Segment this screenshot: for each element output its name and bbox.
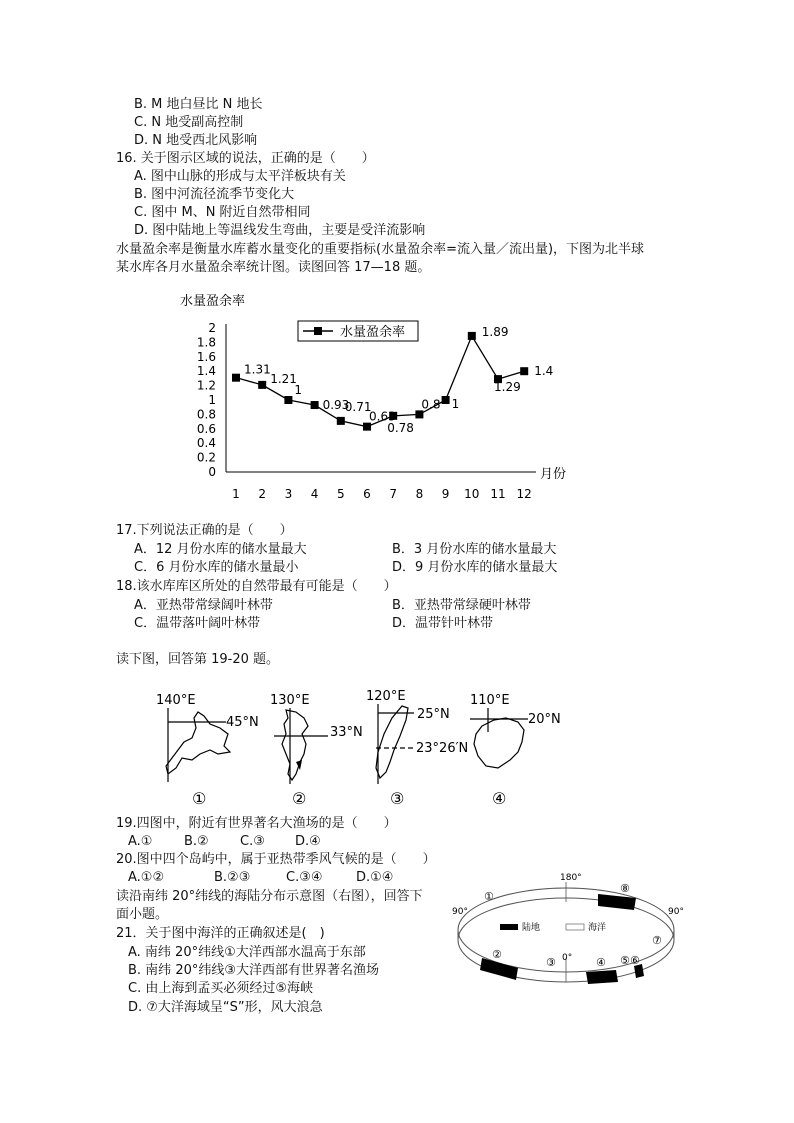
q21-option-c: C. 由上海到孟买必须经过⑤海峡: [128, 981, 313, 996]
ring-num-6-lower: ⑥: [630, 954, 640, 967]
chart-ylabel: 水量盈余率: [180, 294, 246, 309]
island-1-map: [156, 693, 259, 808]
x-tick-label: 11: [490, 487, 506, 501]
island-3-lat: 25°N: [417, 707, 450, 722]
q17-option-a: A．12 月份水库的储水量最大: [134, 542, 307, 557]
land-block-near-center: [586, 970, 618, 984]
q19-option-a: A.①: [128, 834, 153, 849]
q21-option-d: D. ⑦大洋海域呈“S”形，风大浪急: [128, 1000, 323, 1015]
island-2-outline: [282, 710, 308, 780]
water-surplus-chart: [170, 288, 590, 503]
data-label: 1: [294, 383, 303, 397]
land-block-near-left: [480, 958, 518, 980]
q21-option-b: B. 南纬 20°纬线③大洋西部有世界著名渔场: [128, 963, 380, 978]
island-4-lon: 110°E: [470, 693, 510, 708]
chart-y-ticks: [197, 321, 216, 479]
island-2-map: [270, 693, 363, 808]
q16-stem: 16. 关于图示区域的说法，正确的是（ ）: [116, 151, 375, 166]
data-label: 0.93: [322, 398, 350, 413]
legend-land-swatch: [500, 924, 518, 930]
q17-stem: 17.下列说法正确的是（ ）: [116, 523, 293, 538]
q18-option-a: A．亚热带常绿阔叶林带: [134, 598, 273, 613]
x-tick-label: 3: [284, 487, 293, 501]
y-tick-label: 1.8: [196, 335, 216, 350]
intro-21-line1: 读沿南纬 20°纬线的海陆分布示意图（右图），回答下: [116, 889, 423, 904]
q16-option-b: B. 图中河流径流季节变化大: [134, 187, 295, 202]
island-4-map: [470, 693, 561, 808]
x-tick-label: 12: [516, 487, 532, 501]
q15-option-b: B. M 地白昼比 N 地长: [134, 97, 263, 112]
q20-option-c: C.③④: [286, 870, 323, 885]
q18-option-d: D．温带针叶林带: [392, 616, 494, 631]
data-label: 1.89: [481, 324, 509, 339]
island-maps: [140, 688, 580, 810]
data-point: [311, 401, 319, 409]
q17-option-b: B．3 月份水库的储水量最大: [392, 542, 557, 557]
data-point: [442, 396, 450, 404]
island-3-lon: 120°E: [366, 689, 406, 704]
q16-option-a: A. 图中山脉的形成与太平洋板块有关: [134, 169, 346, 184]
data-point: [258, 381, 266, 389]
lon-top: 180°: [560, 873, 582, 883]
island-3-num: ③: [390, 789, 405, 808]
y-tick-label: 0.6: [196, 421, 216, 436]
intro-17-18-line2: 某水库各月水量盈余率统计图。读图回答 17—18 题。: [116, 260, 431, 275]
island-1-outline: [166, 712, 230, 774]
island-1-num: ①: [192, 789, 207, 808]
q16-option-c: C. 图中 M、N 附近自然带相同: [134, 205, 311, 220]
island-2-lat: 33°N: [330, 725, 363, 740]
data-label: 1.21: [270, 371, 297, 386]
ring-num-3: ③: [546, 956, 556, 969]
island-4-outline: [474, 718, 524, 768]
x-tick-label: 10: [464, 487, 480, 501]
y-tick-label: 1.6: [196, 349, 216, 364]
q15-option-c: C. N 地受副高控制: [134, 115, 244, 130]
q15-option-d: D. N 地受西北风影响: [134, 133, 258, 148]
x-tick-label: 4: [310, 487, 319, 501]
x-tick-label: 5: [336, 487, 345, 501]
chart-legend: [298, 321, 418, 341]
data-label: 1.4: [534, 364, 554, 379]
q20-option-d: D.①④: [356, 870, 394, 885]
ring-num-1: ①: [484, 890, 494, 903]
island-3-outline: [376, 706, 408, 778]
x-tick-label: 8: [415, 487, 424, 501]
latitude-ring-diagram: [448, 868, 686, 998]
intro-17-18-line1: 水量盈余率是衡量水库蓄水量变化的重要指标(水量盈余率=流入量／流出量)，下图为北半球: [116, 242, 645, 257]
y-tick-label: 0.4: [196, 436, 216, 451]
q19-stem: 19.四图中，附近有世界著名大渔场的是（ ）: [116, 816, 397, 831]
data-label: 1: [451, 397, 460, 411]
y-tick-label: 1.4: [196, 364, 216, 379]
q20-option-b: B.②③: [214, 870, 251, 885]
q19-option-d: D.④: [295, 834, 321, 849]
y-tick-label: 0.2: [196, 450, 216, 465]
data-point: [337, 417, 345, 425]
data-label: 0.63: [369, 409, 396, 424]
chart-xlabel: 月份: [540, 467, 567, 482]
y-tick-label: 1: [208, 393, 216, 407]
legend-sea-label: 海洋: [588, 923, 607, 933]
island-2-lon: 130°E: [270, 693, 310, 708]
q21-option-a: A. 南纬 20°纬线①大洋西部水温高于东部: [128, 945, 366, 960]
lon-right: 90°: [668, 907, 684, 917]
q17-option-d: D．9 月份水库的储水量最大: [392, 560, 558, 575]
data-label: 0.78: [387, 420, 414, 435]
ring-num-2: ②: [492, 948, 502, 961]
chart-legend-marker: [314, 327, 322, 335]
q18-option-c: C．温带落叶阔叶林带: [134, 616, 261, 631]
chart-legend-label: 水量盈余率: [340, 325, 406, 340]
legend-land-label: 陆地: [522, 923, 541, 933]
chart-x-ticks: [232, 487, 532, 501]
y-tick-label: 0.8: [196, 407, 216, 422]
q20-option-a: A.①②: [128, 870, 165, 885]
q21-stem: 21．关于图中海洋的正确叙述是( ): [116, 926, 325, 941]
x-tick-label: 9: [441, 487, 450, 501]
intro-21-line2: 面小题。: [116, 907, 169, 922]
legend-sea-swatch: [566, 924, 584, 930]
data-label: 1.29: [494, 380, 521, 395]
island-1-lon: 140°E: [156, 693, 196, 708]
y-tick-label: 0: [208, 465, 216, 479]
data-label: 0.8: [421, 397, 441, 412]
ring-num-8: ⑧: [620, 882, 630, 895]
q18-stem: 18.该水库库区所处的自然带最有可能是（ ）: [116, 579, 397, 594]
data-point: [363, 423, 371, 431]
q19-option-c: C.③: [240, 834, 265, 849]
lon-left: 90°: [452, 907, 468, 917]
x-tick-label: 2: [258, 487, 267, 501]
island-2-num: ②: [292, 789, 307, 808]
lon-bottom: 0°: [562, 953, 573, 963]
data-point: [468, 332, 476, 340]
data-point: [415, 410, 423, 418]
q19-option-b: B.②: [184, 834, 209, 849]
data-point: [520, 367, 528, 375]
data-label: 0.71: [344, 399, 372, 414]
ring-num-5: ⑤: [620, 954, 630, 967]
intro-19-20: 读下图，回答第 19-20 题。: [116, 652, 280, 667]
island-4-num: ④: [492, 789, 507, 808]
q17-option-c: C．6 月份水库的储水量最小: [134, 560, 299, 575]
ring-num-4: ④: [596, 956, 606, 969]
island-4-lat: 20°N: [528, 712, 561, 727]
x-tick-label: 7: [389, 487, 398, 501]
x-tick-label: 6: [363, 487, 371, 501]
ring-num-7: ⑦: [652, 934, 662, 947]
island-3-map: [366, 689, 468, 808]
island-3-lat2: 23°26′N: [416, 741, 469, 756]
q16-option-d: D. 图中陆地上等温线发生弯曲，主要是受洋流影响: [134, 223, 426, 238]
y-tick-label: 1.2: [196, 378, 216, 393]
data-point: [232, 374, 240, 382]
x-tick-label: 1: [232, 487, 240, 501]
data-point: [284, 396, 292, 404]
data-label: 1.31: [244, 362, 271, 377]
y-tick-label: 2: [208, 321, 216, 335]
q18-option-b: B．亚热带常绿硬叶林带: [392, 598, 531, 613]
q20-stem: 20.图中四个岛屿中，属于亚热带季风气候的是（ ）: [116, 852, 436, 867]
island-1-lat: 45°N: [226, 715, 259, 730]
